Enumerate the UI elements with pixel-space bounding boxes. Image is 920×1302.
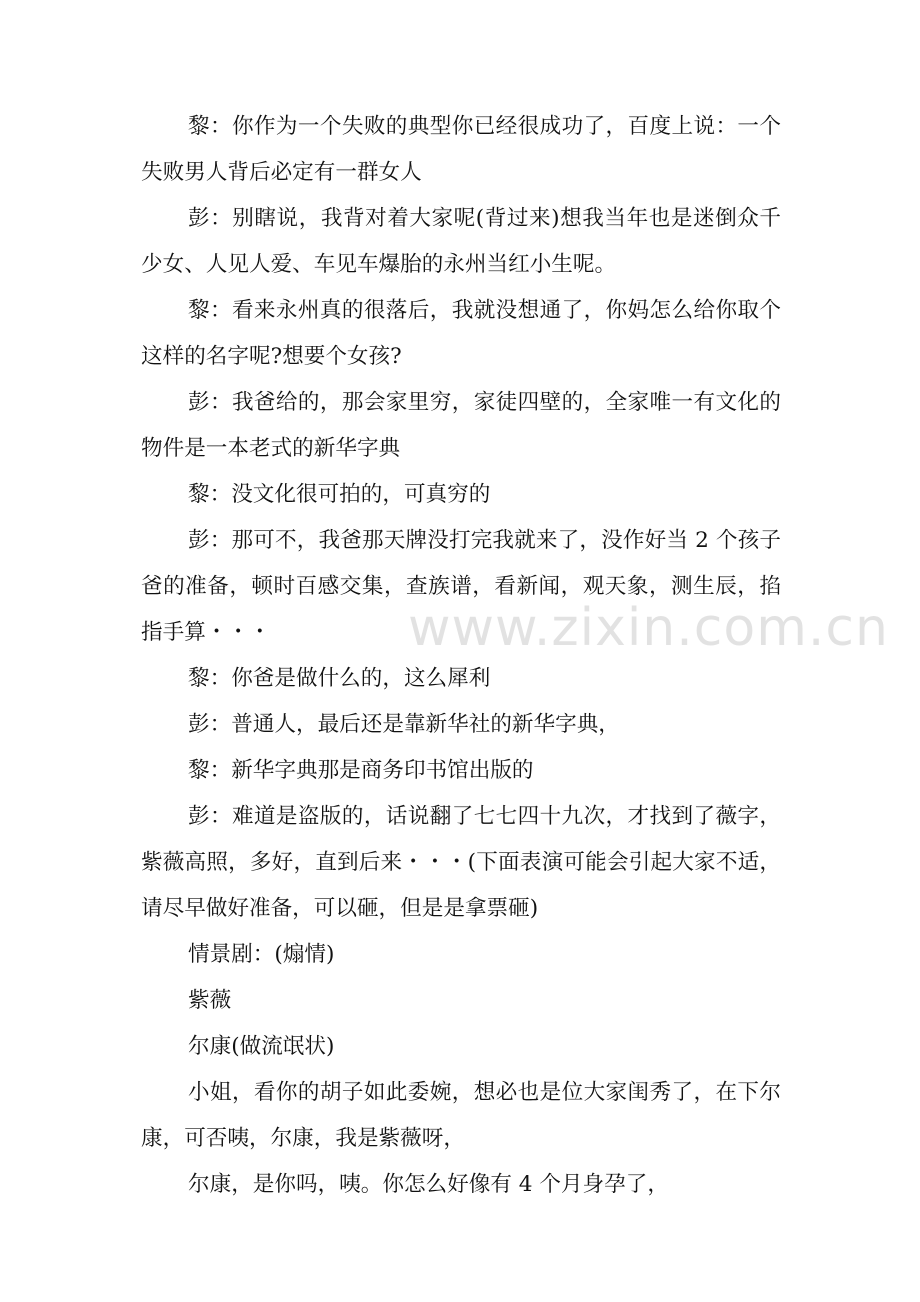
paragraph: 彭：难道是盗版的，话说翻了七七四十九次，才找到了薇字，紫薇高照，多好，直到后来・・・(下面表演可能会引起大家不适，请尽早做好准备，可以砸，但是是拿票砸) [141, 804, 781, 921]
watermark: www.zixin.com.cn [408, 598, 889, 658]
paragraph: 黎：新华字典那是商务印书馆出版的 [188, 758, 534, 783]
paragraph: 彭：我爸给的，那会家里穷，家徒四壁的，全家唯一有文化的物件是一本老式的新华字典 [141, 390, 781, 461]
paragraph: 尔康，是你吗，咦。你怎么好像有 4 个月身孕了， [188, 1172, 669, 1197]
paragraph: 黎：看来永州真的很落后，我就没想通了，你妈怎么给你取个这样的名字呢?想要个女孩? [141, 298, 781, 369]
paragraph: 黎：没文化很可拍的，可真穷的 [188, 482, 491, 507]
paragraph: 黎：你爸是做什么的，这么犀利 [188, 666, 491, 691]
paragraph: 紫薇 [188, 988, 232, 1013]
document-body [141, 104, 781, 1208]
paragraph: 小姐，看你的胡子如此委婉，想必也是位大家闺秀了，在下尔康，可否咦，尔康，我是紫薇呀， [141, 1080, 781, 1151]
paragraph: 情景剧：(煽情) [188, 942, 335, 967]
paragraph: 尔康(做流氓状) [188, 1034, 335, 1059]
paragraph: 黎：你作为一个失败的典型你已经很成功了，百度上说：一个失败男人背后必定有一群女人 [141, 114, 781, 185]
paragraph: 彭：普通人，最后还是靠新华社的新华字典， [188, 712, 620, 737]
paragraph: 彭：那可不，我爸那天牌没打完我就来了，没作好当 2 个孩子爸的准备，顿时百感交集，查族谱，看新闻，观天象，测生辰，掐指手算・・・ [141, 528, 781, 645]
paragraph: 彭：别瞎说，我背对着大家呢(背过来)想我当年也是迷倒众千少女、人见人爱、车见车爆胎的永州当红小生呢。 [141, 206, 781, 277]
